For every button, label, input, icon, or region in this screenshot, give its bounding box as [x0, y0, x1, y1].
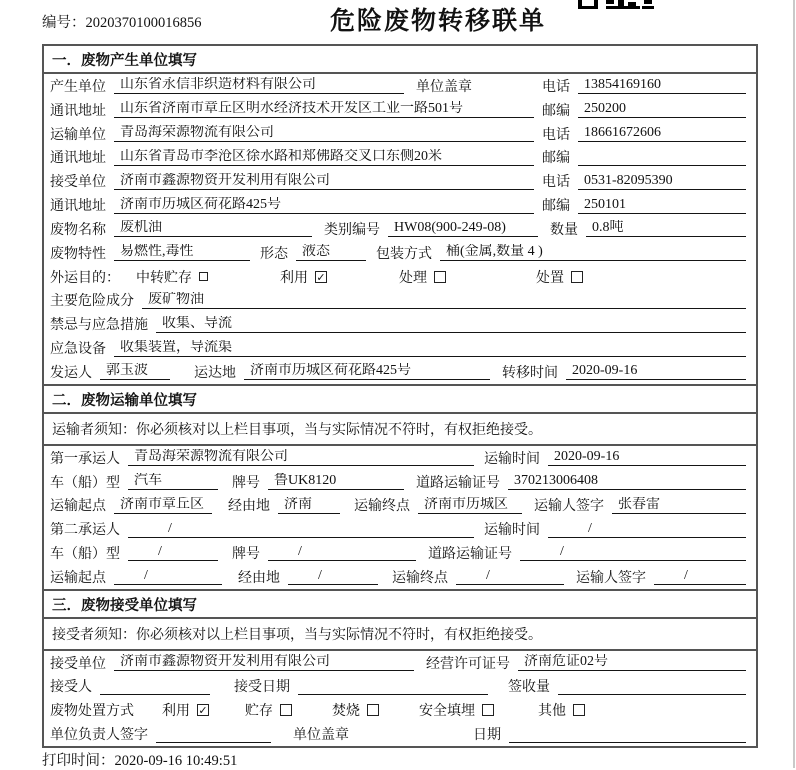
first-route-end-value: 济南市历城区 — [418, 497, 522, 514]
first-vehicle-type-value: 汽车 — [128, 473, 218, 490]
waste-props-value: 易燃性,毒性 — [114, 244, 250, 261]
first-plate-value: 鲁UK8120 — [268, 473, 404, 490]
second-route-end-label: 运输终点 — [392, 570, 448, 586]
waste-props-label: 废物特性 — [50, 246, 106, 262]
form-number-value: 2020370100016856 — [85, 15, 202, 31]
transfer-time-value: 2020-09-16 — [566, 363, 746, 380]
row-producer-address — [44, 98, 756, 122]
second-vehicle-type-value: / — [128, 544, 218, 561]
receiving-unit-label: 接受单位 — [50, 656, 106, 672]
purpose-utilize-label: 利用 — [280, 270, 308, 286]
row-receiving-unit — [44, 651, 756, 675]
purpose-transfer-storage-checkbox — [199, 272, 208, 281]
section2-header: 二．废物运输单位填写 — [44, 384, 756, 414]
section3-header: 三．废物接受单位填写 — [44, 589, 756, 619]
row-second-carrier — [44, 517, 756, 541]
producer-tel-value: 13854169160 — [578, 77, 746, 94]
purpose-option-dispose — [536, 267, 583, 287]
receiver-zip-label: 邮编 — [542, 199, 570, 215]
purpose-treat-label: 处理 — [399, 270, 427, 286]
first-route-via-label: 经由地 — [228, 499, 270, 515]
disposal-utilize-label: 利用 — [162, 704, 190, 720]
waste-qty-value: 0.8吨 — [586, 220, 746, 237]
second-permit-value: / — [520, 544, 746, 561]
first-permit-value: 370213006408 — [508, 473, 746, 490]
signoff-date-label: 日期 — [473, 728, 501, 744]
producer-label: 产生单位 — [50, 79, 106, 95]
transfer-form-table — [42, 44, 758, 748]
transporter-address-value: 山东省青岛市李沧区徐水路和郑佛路交叉口东侧20米 — [114, 149, 534, 166]
disposal-other-checkbox — [573, 704, 585, 716]
seal-label: 单位盖章 — [416, 79, 472, 95]
checkbox-mark: ✓ — [316, 270, 326, 284]
second-carrier-sign-label: 运输人签字 — [576, 570, 646, 586]
purpose-transfer-storage-label: 中转贮存 — [136, 270, 192, 286]
row-waste-name — [44, 217, 756, 241]
second-permit-label: 道路运输证号 — [428, 546, 512, 562]
disposal-other-label: 其他 — [538, 704, 566, 720]
equipment-value: 收集装置，导流渠 — [114, 340, 746, 357]
disposal-landfill-checkbox — [482, 704, 494, 716]
second-vehicle-type-label: 车（船）型 — [50, 546, 120, 562]
first-carrier-value: 青岛海荣源物流有限公司 — [128, 449, 474, 466]
page-edge-divider — [793, 0, 795, 768]
second-route-via-label: 经由地 — [238, 570, 280, 586]
hazard-value: 废矿物油 — [142, 292, 746, 309]
first-permit-label: 道路运输证号 — [416, 475, 500, 491]
first-route-end-label: 运输终点 — [354, 499, 410, 515]
row-second-vehicle — [44, 541, 756, 565]
row-second-route — [44, 565, 756, 589]
dispatcher-value: 郭玉波 — [100, 363, 170, 380]
disposal-store-checkbox — [280, 704, 292, 716]
purpose-dispose-label: 处置 — [536, 270, 564, 286]
producer-zip-label: 邮编 — [542, 103, 570, 119]
disposal-landfill-label: 安全填埋 — [419, 704, 475, 720]
received-amount-label: 签收量 — [508, 680, 550, 696]
disposal-utilize-checkbox — [197, 704, 209, 716]
accept-date-label: 接受日期 — [234, 680, 290, 696]
dispatcher-label: 发运人 — [50, 365, 92, 381]
second-route-end-value: / — [456, 568, 564, 585]
first-vehicle-type-label: 车（船）型 — [50, 475, 120, 491]
row-transporter-address — [44, 145, 756, 169]
row-first-route — [44, 493, 756, 517]
row-receiver-address — [44, 193, 756, 217]
contraindication-value: 收集、导流 — [156, 316, 746, 333]
disposal-option-incinerate — [332, 700, 379, 720]
receiver-value: 济南市鑫源物资开发利用有限公司 — [114, 173, 534, 190]
first-carrier-sign-label: 运输人签字 — [534, 499, 604, 515]
receiver-notice: 接受者须知：你必须核对以上栏目事项，当与实际情况不符时，有权拒绝接受。 — [44, 619, 756, 651]
section1-header: 一．废物产生单位填写 — [44, 46, 756, 74]
row-producer — [44, 74, 756, 98]
disposal-option-other — [538, 700, 585, 720]
first-carrier-sign-value: 张春雷 — [612, 497, 746, 514]
received-amount-value — [558, 678, 746, 695]
row-receiver — [44, 169, 756, 193]
second-route-start-value: / — [114, 568, 222, 585]
purpose-option-treat — [399, 267, 446, 287]
disposal-label: 废物处置方式 — [50, 704, 134, 720]
disposal-incinerate-checkbox — [367, 704, 379, 716]
destination-value: 济南市历城区荷花路425号 — [244, 363, 490, 380]
row-first-vehicle — [44, 470, 756, 494]
purpose-utilize-checkbox — [315, 271, 327, 283]
first-route-start-label: 运输起点 — [50, 499, 106, 515]
producer-address-value: 山东省济南市章丘区明水经济技术开发区工业一路501号 — [114, 101, 534, 118]
producer-address-label: 通讯地址 — [50, 103, 106, 119]
purpose-label: 外运目的： — [50, 270, 120, 286]
responsible-sign-value — [156, 726, 271, 743]
form-number — [42, 11, 202, 32]
contraindication-label: 禁忌与应急措施 — [50, 318, 148, 334]
row-contraindication — [44, 312, 756, 336]
accept-date-value — [298, 678, 488, 695]
disposal-option-utilize — [162, 700, 209, 720]
row-signoff — [44, 722, 756, 746]
first-transport-time-value: 2020-09-16 — [548, 449, 746, 466]
second-plate-label: 牌号 — [232, 546, 260, 562]
first-route-via-value: 济南 — [278, 497, 340, 514]
waste-pack-label: 包装方式 — [376, 246, 432, 262]
first-route-start-value: 济南市章丘区 — [114, 497, 212, 514]
checkbox-mark: ✓ — [198, 704, 208, 718]
license-value: 济南危证02号 — [518, 654, 746, 671]
producer-zip-value: 250200 — [578, 101, 746, 118]
producer-tel-label: 电话 — [542, 79, 570, 95]
second-carrier-value: / — [128, 521, 474, 538]
transporter-tel-label: 电话 — [542, 127, 570, 143]
second-route-via-value: / — [288, 568, 378, 585]
purpose-option-transfer-storage — [136, 267, 208, 287]
transporter-tel-value: 18661672606 — [578, 125, 746, 142]
print-time-value: 2020-09-16 10:49:51 — [114, 753, 238, 769]
first-carrier-label: 第一承运人 — [50, 451, 120, 467]
receiver-address-value: 济南市历城区荷花路425号 — [114, 197, 534, 214]
signoff-date-value — [509, 726, 746, 743]
row-dispatch — [44, 360, 756, 384]
row-first-carrier — [44, 446, 756, 470]
second-transport-time-value: / — [548, 521, 746, 538]
first-transport-time-label: 运输时间 — [484, 451, 540, 467]
receiver-zip-value: 250101 — [578, 197, 746, 214]
second-plate-value: / — [268, 544, 416, 561]
waste-code-label: 类别编号 — [324, 222, 380, 238]
disposal-store-label: 贮存 — [245, 704, 273, 720]
disposal-option-landfill — [419, 700, 494, 720]
row-transporter — [44, 122, 756, 146]
receiver-label: 接受单位 — [50, 175, 106, 191]
second-transport-time-label: 运输时间 — [484, 523, 540, 539]
disposal-incinerate-label: 焚烧 — [332, 704, 360, 720]
first-plate-label: 牌号 — [232, 475, 260, 491]
equipment-label: 应急设备 — [50, 342, 106, 358]
receiver-address-label: 通讯地址 — [50, 199, 106, 215]
transporter-zip-label: 邮编 — [542, 151, 570, 167]
destination-label: 运达地 — [194, 365, 236, 381]
print-time-label: 打印时间： — [42, 753, 115, 769]
second-route-start-label: 运输起点 — [50, 570, 106, 586]
waste-form-value: 液态 — [296, 244, 366, 261]
receiving-unit-value: 济南市鑫源物资开发利用有限公司 — [114, 654, 414, 671]
waste-name-label: 废物名称 — [50, 222, 106, 238]
transporter-zip-value — [578, 149, 746, 166]
purpose-dispose-checkbox — [571, 271, 583, 283]
row-disposal-method — [44, 698, 756, 722]
unit-seal-label: 单位盖章 — [293, 728, 349, 744]
print-time — [42, 749, 237, 770]
producer-value: 山东省永信非织造材料有限公司 — [114, 77, 404, 94]
transporter-address-label: 通讯地址 — [50, 151, 106, 167]
form-number-label: 编号： — [42, 15, 86, 31]
purpose-treat-checkbox — [434, 271, 446, 283]
acceptor-label: 接受人 — [50, 680, 92, 696]
waste-qty-label: 数量 — [550, 222, 578, 238]
row-waste-properties — [44, 241, 756, 265]
second-carrier-label: 第二承运人 — [50, 523, 120, 539]
transporter-notice: 运输者须知：你必须核对以上栏目事项，当与实际情况不符时，有权拒绝接受。 — [44, 414, 756, 446]
purpose-option-utilize — [280, 267, 327, 287]
waste-name-value: 废机油 — [114, 220, 312, 237]
responsible-sign-label: 单位负责人签字 — [50, 728, 148, 744]
receiver-tel-label: 电话 — [542, 175, 570, 191]
waste-code-value: HW08(900-249-08) — [388, 220, 538, 237]
page-title: 危险废物转移联单 — [330, 7, 547, 35]
disposal-option-store — [245, 700, 292, 720]
row-transfer-purpose — [44, 265, 756, 289]
transporter-value: 青岛海荣源物流有限公司 — [114, 125, 534, 142]
receiver-tel-value: 0531-82095390 — [578, 173, 746, 190]
transporter-label: 运输单位 — [50, 127, 106, 143]
acceptor-value — [100, 678, 210, 695]
second-carrier-sign-value: / — [654, 568, 746, 585]
qr-code-icon — [578, 0, 654, 9]
waste-form-label: 形态 — [260, 246, 288, 262]
row-acceptor — [44, 675, 756, 699]
hazard-label: 主要危险成分 — [50, 294, 134, 310]
row-emergency-equipment — [44, 336, 756, 360]
transfer-time-label: 转移时间 — [502, 365, 558, 381]
waste-pack-value: 桶(金属,数量 4 ) — [440, 244, 746, 261]
row-hazard-components — [44, 288, 756, 312]
license-label: 经营许可证号 — [426, 656, 510, 672]
